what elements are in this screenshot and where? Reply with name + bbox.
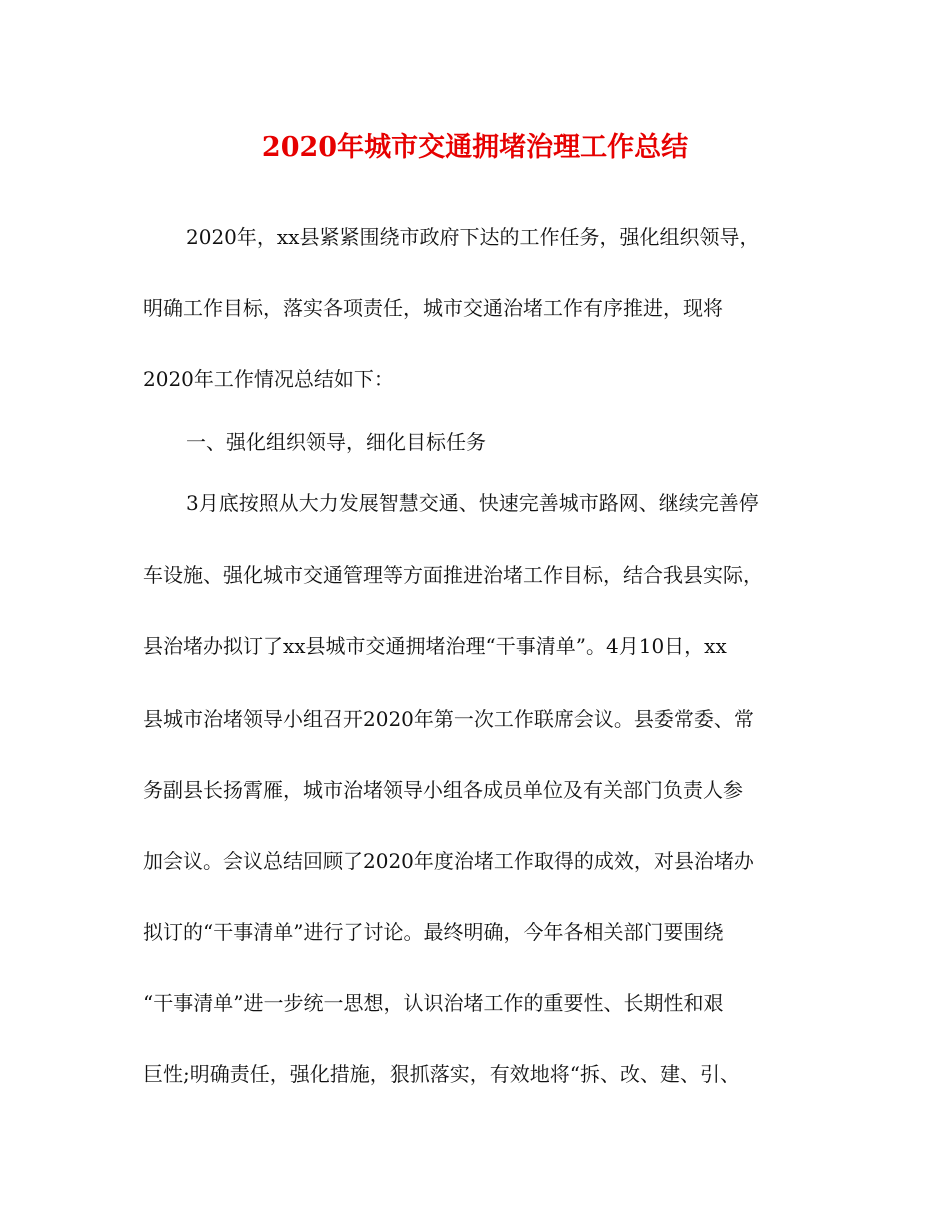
paragraph-line: 车设施、强化城市交通管理等方面推进治堵工作目标，结合我县实际， bbox=[143, 563, 763, 587]
section-heading: 一、强化组织领导，细化目标任务 bbox=[186, 430, 486, 454]
paragraph-line: 务副县长扬霄雁，城市治堵领导小组各成员单位及有关部门负责人参 bbox=[143, 778, 743, 802]
paragraph-line: 加会议。会议总结回顾了2020年度治堵工作取得的成效，对县治堵办 bbox=[143, 849, 754, 873]
paragraph-line: 明确工作目标，落实各项责任，城市交通治堵工作有序推进，现将 bbox=[143, 296, 723, 320]
paragraph-line: 巨性;明确责任，强化措施，狠抓落实，有效地将“拆、改、建、引、 bbox=[143, 1062, 740, 1086]
paragraph-line: “干事清单”进一步统一思想，认识治堵工作的重要性、长期性和艰 bbox=[143, 991, 724, 1015]
paragraph-line: 3月底按照从大力发展智慧交通、快速完善城市路网、继续完善停 bbox=[186, 491, 759, 515]
paragraph-line: 县城市治堵领导小组召开2020年第一次工作联席会议。县委常委、常 bbox=[143, 707, 754, 731]
paragraph-line: 拟订的“干事清单”进行了讨论。最终明确，今年各相关部门要围绕 bbox=[143, 920, 724, 944]
paragraph-line: 县治堵办拟订了xx县城市交通拥堵治理“干事清单”。4月10日，xx bbox=[143, 634, 727, 658]
document-title: 2020年城市交通拥堵治理工作总结 bbox=[261, 132, 689, 163]
paragraph-line: 2020年，xx县紧紧围绕市政府下达的工作任务，强化组织领导， bbox=[186, 225, 760, 249]
paragraph-line: 2020年工作情况总结如下： bbox=[143, 367, 394, 391]
